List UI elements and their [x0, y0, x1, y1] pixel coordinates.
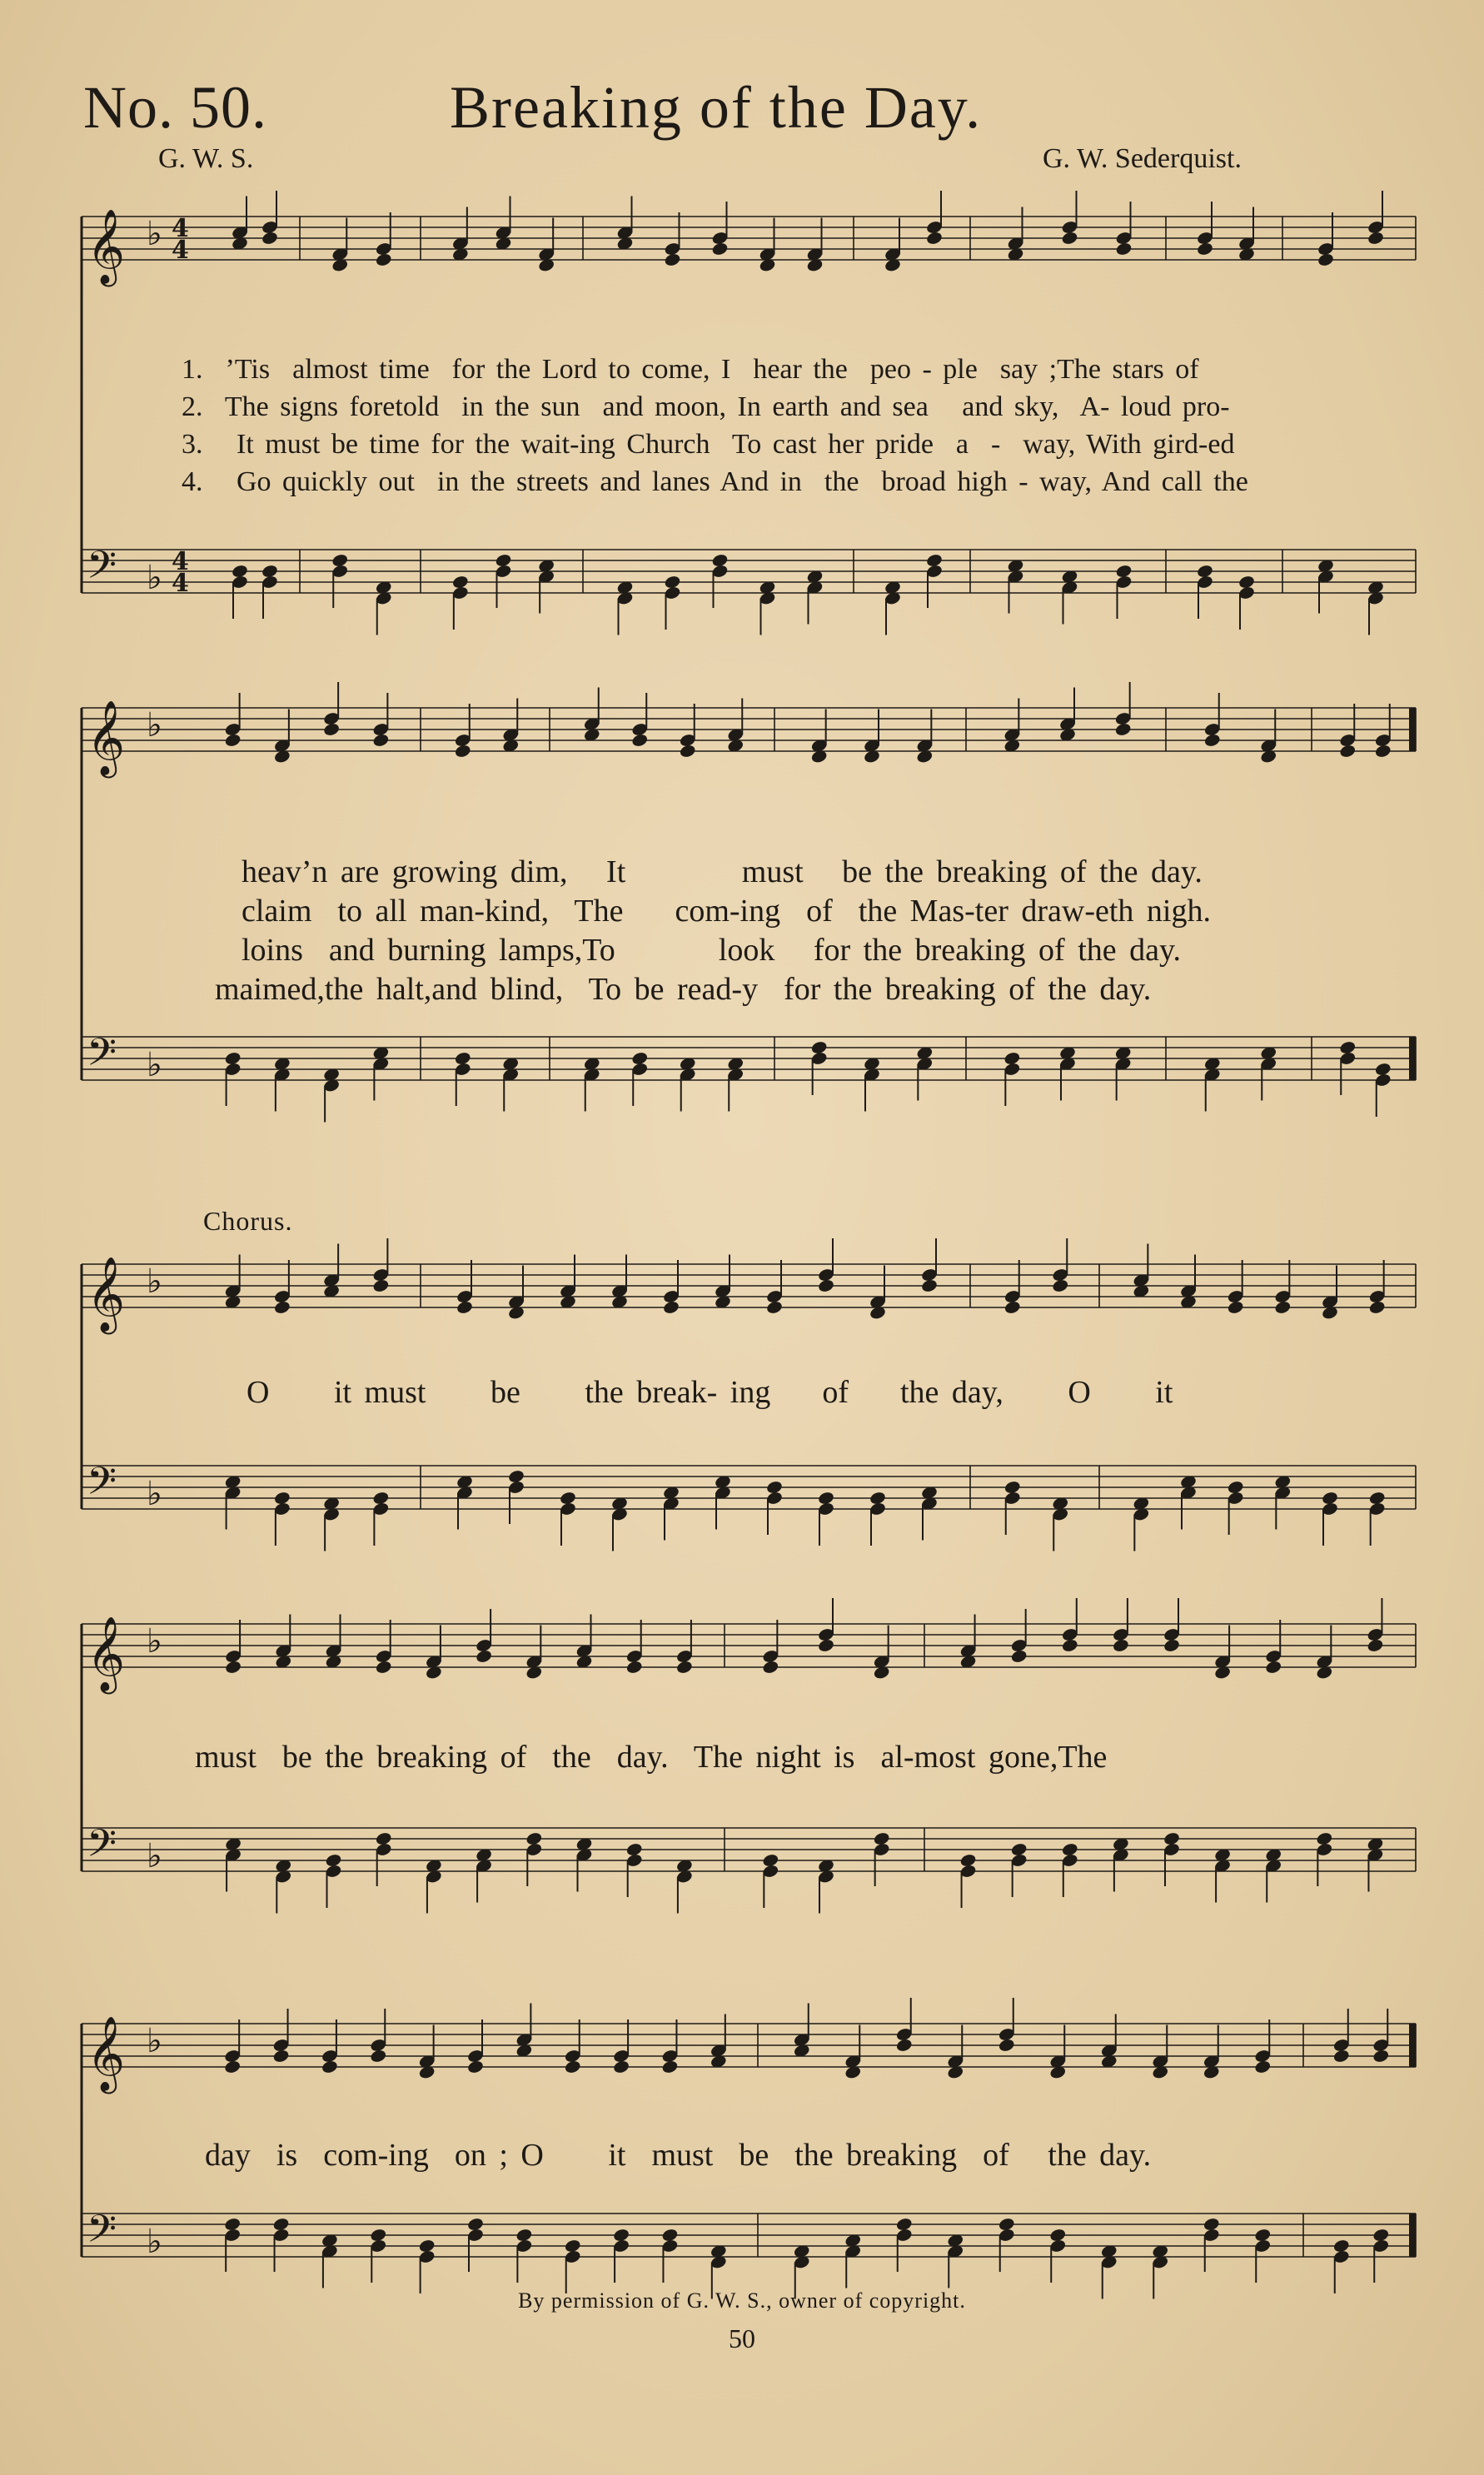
- note-head: [925, 231, 943, 246]
- note-head: [817, 1638, 834, 1653]
- note-head: [1003, 1300, 1021, 1315]
- chorus-lyric-line-3: day is com-ing on ; O it must be the breaking of the day.: [205, 2138, 1152, 2173]
- note-head: [920, 1278, 938, 1293]
- chorus-lyric-line-2: must be the breaking of the day. The night is al-most gone,The: [195, 1740, 1108, 1775]
- note-head: [1052, 1278, 1069, 1293]
- note-head: [1227, 1300, 1244, 1315]
- bass-clef-icon: 𝄢: [87, 1821, 117, 1875]
- note-head: [375, 1660, 392, 1675]
- note-head: [711, 242, 729, 256]
- flat-icon: ♭: [147, 2022, 162, 2060]
- treble-clef-icon: 𝄞: [87, 1616, 126, 1691]
- bass-clef-icon: 𝄢: [87, 1459, 117, 1513]
- note-head: [466, 2059, 484, 2074]
- chorus-lyric-line-1: O it must be the break- ing of the day, O it: [247, 1375, 1173, 1410]
- flat-icon: ♭: [147, 1837, 162, 1875]
- note-head: [998, 2038, 1015, 2053]
- note-head: [273, 1300, 291, 1315]
- final-barline: [1409, 2024, 1416, 2067]
- note-head: [675, 1660, 693, 1675]
- verse-2-line-2: claim to all man-kind, The com-ing of the Mas-ter draw-eth nigh.: [242, 894, 1211, 929]
- lyricist-credit: G. W. S.: [158, 143, 254, 174]
- note-head: [664, 252, 681, 267]
- final-barline: [1409, 1037, 1416, 1080]
- note-head: [1317, 252, 1334, 267]
- note-head: [762, 1660, 779, 1675]
- note-head: [662, 1300, 680, 1315]
- note-head: [1372, 2049, 1390, 2064]
- time-signature-top: 4: [172, 547, 189, 576]
- verse-1-line-2: heav’n are growing dim, It must be the breaking of the day.: [242, 854, 1203, 889]
- note-head: [1112, 1638, 1129, 1653]
- note-head: [895, 2038, 913, 2053]
- note-head: [1332, 2049, 1350, 2064]
- note-head: [631, 733, 649, 748]
- hymn-number: No. 50.: [83, 74, 267, 141]
- note-head: [372, 733, 390, 748]
- treble-clef-icon: 𝄞: [87, 209, 126, 284]
- flat-icon: ♭: [147, 1046, 162, 1084]
- note-head: [1196, 242, 1213, 256]
- copyright-credit: By permission of G. W. S., owner of copyright.: [518, 2288, 966, 2313]
- bass-clef-icon: 𝄢: [87, 2207, 117, 2261]
- note-head: [1203, 733, 1221, 748]
- note-head: [224, 2059, 242, 2074]
- time-signature-bottom: 4: [172, 236, 189, 265]
- note-head: [679, 744, 696, 759]
- verse-1-line-1: 1. ’Tis almost time for the Lord to come, I hear the peo - ple say ;The stars of: [182, 354, 1199, 385]
- note-head: [1367, 1638, 1384, 1653]
- note-head: [261, 231, 278, 246]
- note-head: [456, 1300, 473, 1315]
- note-head: [224, 733, 242, 748]
- note-head: [370, 2049, 387, 2064]
- note-head: [1115, 242, 1133, 256]
- verse-3-line-2: loins and burning lamps,To look for the breaking of the day.: [242, 933, 1182, 968]
- note-head: [1265, 1660, 1282, 1675]
- verse-3-line-1: 3. It must be time for the wait-ing Church To cast her pride a - way, With gird-ed: [182, 429, 1235, 460]
- treble-clef-icon: 𝄞: [87, 1257, 126, 1332]
- flat-icon: ♭: [147, 559, 162, 597]
- note-head: [1339, 744, 1357, 759]
- note-head: [1274, 1300, 1292, 1315]
- note-head: [475, 1649, 492, 1664]
- verse-4-line-2: maimed,the halt,and blind, To be read-y for the breaking of the day.: [215, 972, 1152, 1007]
- note-head: [1163, 1638, 1180, 1653]
- note-head: [454, 744, 471, 759]
- note-head: [1367, 231, 1384, 246]
- note-head: [224, 1660, 242, 1675]
- verse-4-line-1: 4. Go quickly out in the streets and lanes And in the broad high - way, And call the: [182, 466, 1248, 497]
- time-signature-bottom: 4: [172, 569, 189, 598]
- bass-clef-icon: 𝄢: [87, 543, 117, 597]
- hymn-title: Breaking of the Day.: [450, 74, 983, 141]
- note-head: [372, 1278, 390, 1293]
- note-head: [765, 1300, 783, 1315]
- note-head: [1010, 1649, 1028, 1664]
- note-head: [1061, 231, 1078, 246]
- bass-clef-icon: 𝄢: [87, 1030, 117, 1084]
- note-head: [1114, 722, 1132, 737]
- note-head: [375, 252, 392, 267]
- note-head: [1254, 2059, 1272, 2074]
- note-head: [625, 1660, 643, 1675]
- note-head: [612, 2059, 630, 2074]
- note-head: [1368, 1300, 1386, 1315]
- note-head: [661, 2059, 679, 2074]
- composer-credit: G. W. Sederquist.: [1043, 143, 1242, 174]
- flat-icon: ♭: [147, 215, 162, 253]
- treble-clef-icon: 𝄞: [87, 2016, 126, 2091]
- flat-icon: ♭: [147, 1622, 162, 1661]
- flat-icon: ♭: [147, 706, 162, 744]
- treble-clef-icon: 𝄞: [87, 700, 126, 775]
- time-signature-top: 4: [172, 214, 189, 243]
- page-number: 50: [729, 2323, 755, 2353]
- flat-icon: ♭: [147, 2223, 162, 2261]
- flat-icon: ♭: [147, 1262, 162, 1301]
- note-head: [817, 1278, 834, 1293]
- note-head: [1374, 744, 1392, 759]
- note-head: [272, 2049, 290, 2064]
- note-head: [321, 2059, 338, 2074]
- flat-icon: ♭: [147, 1475, 162, 1513]
- verse-2-line-1: 2. The signs foretold in the sun and moon, In earth and sea and sky, A- loud pro-: [182, 391, 1230, 422]
- note-head: [564, 2059, 581, 2074]
- note-head: [322, 722, 340, 737]
- final-barline: [1409, 708, 1416, 751]
- chorus-label: Chorus.: [203, 1206, 293, 1236]
- final-barline: [1409, 2214, 1416, 2257]
- note-head: [1061, 1638, 1078, 1653]
